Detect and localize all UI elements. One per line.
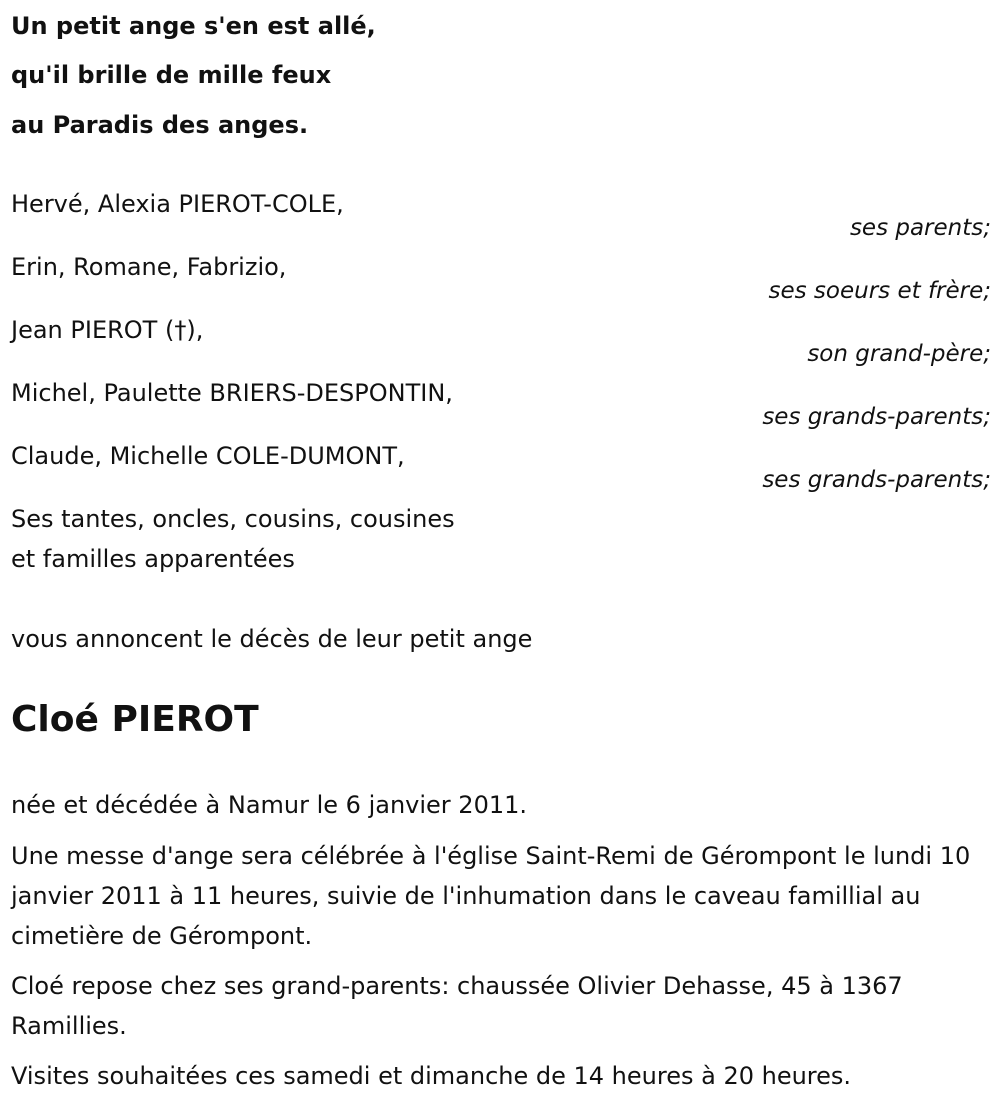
family-names-grandparents-1: Michel, Paulette BRIERS-DESPONTIN, [11, 379, 453, 407]
family-relation-grandfather: son grand-père; [807, 341, 991, 367]
repose-text: Cloé repose chez ses grand-parents: chaussée Olivier Dehasse, 45 à 1367 Ramillies. [11, 972, 903, 1040]
family-relation-parents: ses parents; [849, 215, 991, 241]
family-relation-siblings: ses soeurs et frère; [768, 278, 991, 304]
family-names-parents: Hervé, Alexia PIEROT-COLE, [11, 190, 344, 218]
birth-death-text: née et décédée à Namur le 6 janvier 2011. [11, 791, 527, 819]
family-names-grandfather: Jean PIEROT (†), [11, 316, 204, 344]
poem-line-1: Un petit ange s'en est allé, [11, 12, 376, 40]
extended-family-line-1: Ses tantes, oncles, cousins, cousines [11, 505, 455, 533]
visits-text: Visites souhaitées ces samedi et dimanche de 14 heures à 20 heures. [11, 1062, 852, 1090]
deceased-name: Cloé PIEROT [11, 699, 259, 740]
family-names-siblings: Erin, Romane, Fabrizio, [11, 253, 287, 281]
poem-line-3: au Paradis des anges. [11, 111, 309, 139]
announcement-text: vous annoncent le décès de leur petit ange [11, 625, 533, 653]
family-relation-grandparents-2: ses grands-parents; [762, 467, 991, 493]
family-relation-grandparents-1: ses grands-parents; [762, 404, 991, 430]
poem-line-2: qu'il brille de mille feux [11, 61, 332, 89]
extended-family-line-2: et familles apparentées [11, 545, 295, 573]
family-names-grandparents-2: Claude, Michelle COLE-DUMONT, [11, 442, 405, 470]
mass-text: Une messe d'ange sera célébrée à l'église Saint-Remi de Gérompont le lundi 10 janvier 2011 à 11 heures, suivie de l'inhumation dans le caveau famillial au cimetière de Gérompont. [11, 842, 971, 950]
